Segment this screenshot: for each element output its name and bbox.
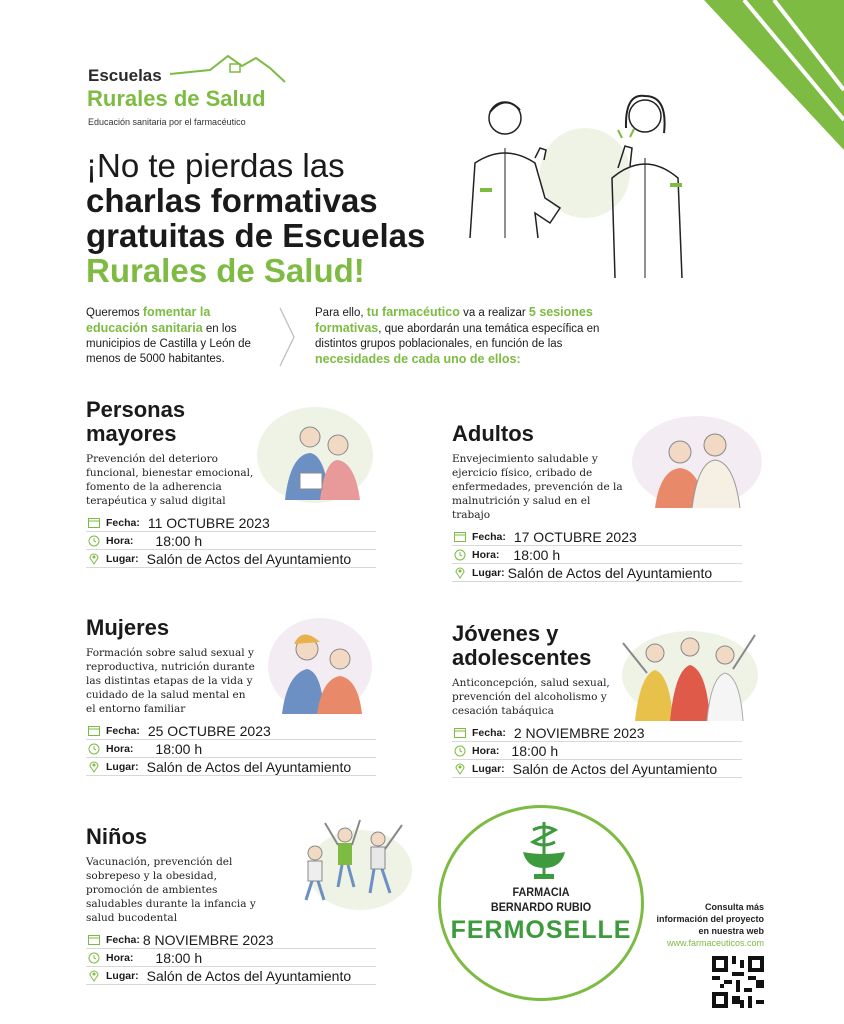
- intro-left-text1: Queremos: [86, 307, 143, 319]
- headline: [86, 148, 466, 288]
- lugar-label: Lugar:: [472, 566, 505, 579]
- session-description: Prevención del deterioro funcional, bienestar emocional, fomento de la adherencia terapéutica y salud digital: [86, 453, 254, 507]
- hora-value: 18:00 h: [513, 546, 561, 563]
- fecha-label: Fecha:: [106, 933, 140, 946]
- website-info-line1: Consulta más: [704, 902, 764, 912]
- session-description: Envejecimiento saludable y ejercicio físico, cribado de enfermedades, prevención de la malnutrición y salud en el trabajo: [452, 453, 623, 521]
- lugar-value: Salón de Actos del Ayuntamiento: [146, 758, 352, 775]
- intro-right-text2: va a realizar: [459, 307, 529, 319]
- adult-couple-illustration: [630, 410, 764, 510]
- teenagers-illustration: [615, 625, 765, 721]
- hora-row: [86, 532, 376, 550]
- fecha-value: 8 NOVIEMBRE 2023: [142, 931, 274, 948]
- session-description: Vacunación, prevención del sobrepeso y la obesidad, promoción de ambientes saludables durante la infancia y salud bucodental: [86, 856, 256, 924]
- website-info: [650, 901, 764, 949]
- lugar-label: Lugar:: [472, 762, 505, 775]
- session-title-line1: Niños: [86, 824, 148, 849]
- lugar-row: [86, 550, 376, 568]
- calendar-icon: [86, 724, 102, 738]
- intro-left-text2: en los municipios de Castilla y León de menos de 5000 habitantes.: [86, 323, 251, 365]
- intro-right-highlight1: tu farmacéutico: [366, 305, 460, 319]
- children-jumping-illustration: [290, 815, 415, 915]
- headline-line1: ¡No te pierdas las: [86, 147, 345, 184]
- fecha-row: [86, 931, 376, 949]
- intro-right-highlight3: necesidades de cada uno de ellos:: [315, 352, 521, 366]
- lugar-row: [452, 760, 742, 778]
- intro-left: [86, 305, 266, 367]
- hora-row: [452, 742, 742, 760]
- clock-icon: [86, 951, 102, 965]
- website-info-line2: información del proyecto: [656, 914, 764, 924]
- lugar-value: Salón de Actos del Ayuntamiento: [146, 550, 352, 567]
- session-description: Anticoncepción, salud sexual, prevención del alcoholismo y cesación tabáquica: [452, 677, 610, 717]
- lugar-label: Lugar:: [106, 552, 139, 565]
- location-pin-icon: [86, 969, 102, 983]
- hora-row: [86, 740, 376, 758]
- hora-label: Hora:: [472, 744, 500, 757]
- calendar-icon: [452, 726, 468, 740]
- session-title-line1: Adultos: [452, 421, 534, 446]
- fecha-label: Fecha:: [472, 726, 506, 739]
- intro-right-text1: Para ello,: [315, 307, 367, 319]
- calendar-icon: [452, 530, 468, 544]
- intro-right: [315, 305, 635, 368]
- headline-line2: charlas formativas: [86, 182, 378, 219]
- pharmacy-town: FERMOSELLE: [450, 916, 632, 944]
- fecha-row: [86, 722, 376, 740]
- house-roof-icon: [170, 52, 288, 84]
- fecha-row: [452, 528, 742, 546]
- website-info-line3: en nuestra web: [698, 926, 764, 936]
- website-url[interactable]: www.farmaceuticos.com: [666, 938, 764, 948]
- session-title-line2: adolescentes: [452, 645, 592, 670]
- intro-right-highlight2: 5 sesiones formativas: [315, 305, 593, 335]
- hora-value: 18:00 h: [155, 949, 203, 966]
- lugar-row: [86, 758, 376, 776]
- clock-icon: [452, 548, 468, 562]
- fecha-row: [452, 724, 742, 742]
- chevron-right-icon: [278, 306, 296, 368]
- location-pin-icon: [86, 552, 102, 566]
- fecha-row: [86, 514, 376, 532]
- session-title-line2: mayores: [86, 421, 177, 446]
- intro-right-text3: , que abordarán una temática específica en distintos grupos poblacionales, en función de las: [315, 323, 600, 350]
- lugar-value: Salón de Actos del Ayuntamiento: [146, 967, 352, 984]
- lugar-label: Lugar:: [106, 969, 139, 982]
- hora-label: Hora:: [106, 534, 134, 547]
- hora-label: Hora:: [106, 951, 134, 964]
- logo-line2: Rurales de Salud: [87, 86, 266, 111]
- lugar-value: Salón de Actos del Ayuntamiento: [512, 760, 718, 777]
- lugar-row: [452, 564, 742, 582]
- women-illustration: [262, 614, 374, 718]
- fecha-value: 2 NOVIEMBRE 2023: [513, 724, 645, 741]
- hora-value: 18:00 h: [155, 740, 203, 757]
- lugar-row: [86, 967, 376, 985]
- fecha-value: 11 OCTUBRE 2023: [147, 514, 270, 531]
- logo-line1: Escuelas: [88, 66, 162, 85]
- calendar-icon: [86, 516, 102, 530]
- fecha-label: Fecha:: [106, 516, 140, 529]
- clock-icon: [86, 742, 102, 756]
- calendar-icon: [86, 933, 102, 947]
- pharmacy-name-line1: FARMACIA: [512, 885, 570, 899]
- pharmacists-illustration: [450, 88, 710, 288]
- elderly-couple-illustration: [255, 405, 375, 505]
- headline-line3: gratuitas de Escuelas: [86, 217, 426, 254]
- fecha-value: 25 OCTUBRE 2023: [147, 722, 271, 739]
- fecha-value: 17 OCTUBRE 2023: [513, 528, 637, 545]
- clock-icon: [452, 744, 468, 758]
- logo-tagline: Educación sanitaria por el farmacéutico: [88, 117, 246, 127]
- corner-stripes-decoration: [704, 0, 844, 150]
- lugar-label: Lugar:: [106, 760, 139, 773]
- fecha-label: Fecha:: [472, 530, 506, 543]
- location-pin-icon: [452, 566, 468, 580]
- hora-row: [86, 949, 376, 967]
- intro-left-highlight: fomentar la educación sanitaria: [86, 305, 211, 335]
- session-title-line1: Jóvenes y: [452, 621, 559, 646]
- fecha-label: Fecha:: [106, 724, 140, 737]
- qr-code[interactable]: [712, 956, 764, 1008]
- caduceus-bowl-icon: [519, 820, 569, 882]
- headline-line4: Rurales de Salud!: [86, 252, 365, 289]
- hora-row: [452, 546, 742, 564]
- hora-label: Hora:: [472, 548, 500, 561]
- hora-value: 18:00 h: [511, 742, 559, 759]
- session-title-line1: Mujeres: [86, 615, 170, 640]
- hora-label: Hora:: [106, 742, 134, 755]
- session-title-line1: Personas: [86, 397, 186, 422]
- pharmacy-name-line2: BERNARDO RUBIO: [490, 900, 592, 914]
- session-description: Formación sobre salud sexual y reproductiva, nutrición durante las distintas etapas de la vida y cuidado de la salud mental en el entorno familiar: [86, 647, 255, 715]
- hora-value: 18:00 h: [155, 532, 203, 549]
- location-pin-icon: [86, 760, 102, 774]
- lugar-value: Salón de Actos del Ayuntamiento: [507, 564, 713, 581]
- pharmacy-seal: [438, 805, 644, 1001]
- clock-icon: [86, 534, 102, 548]
- location-pin-icon: [452, 762, 468, 776]
